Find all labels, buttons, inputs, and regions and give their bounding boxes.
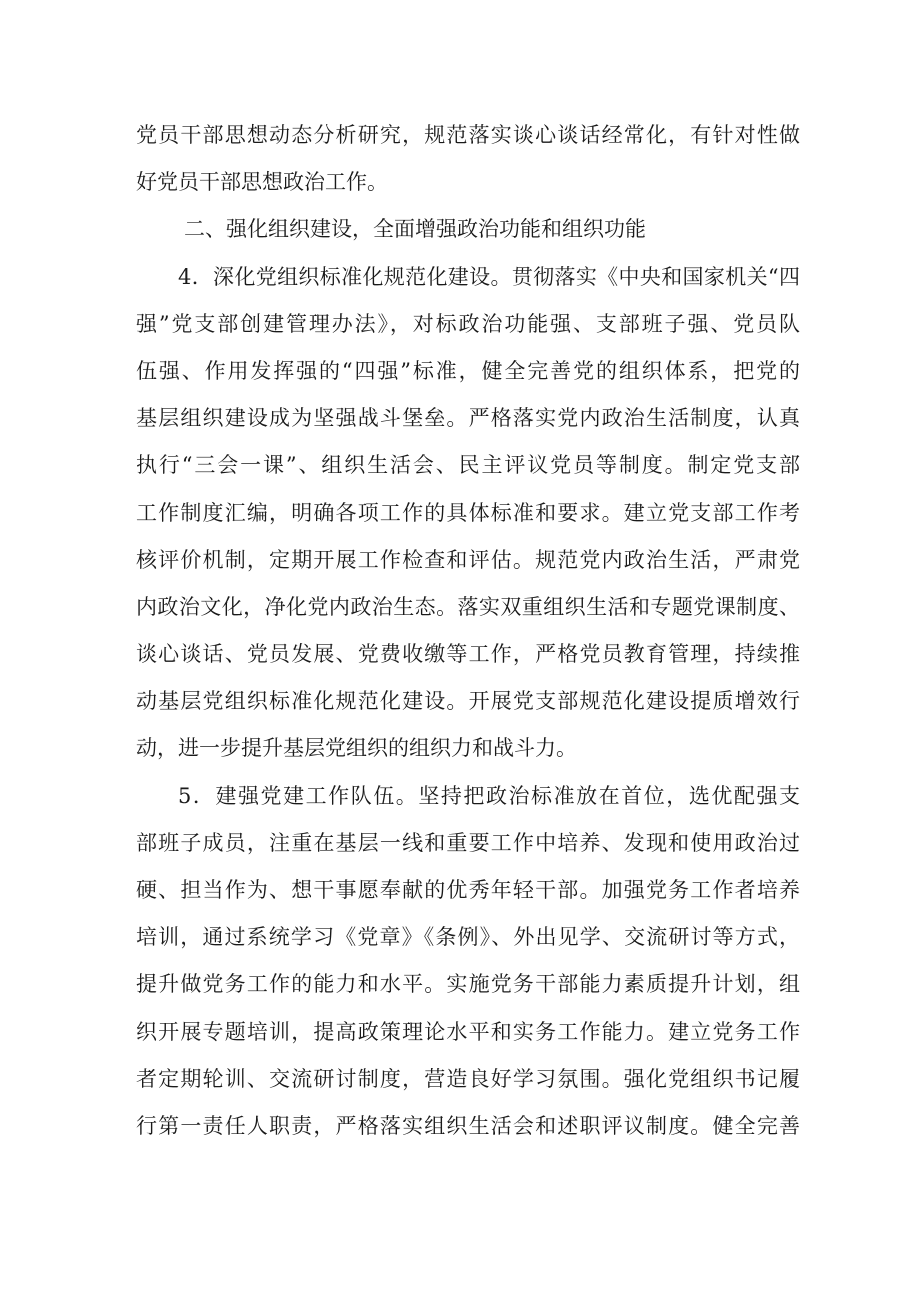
text-line: 谈心谈话、党员发展、党费收缴等工作，严格党员教育管理，持续推 [136,642,800,667]
text-line: 核评价机制，定期开展工作检查和评估。规范党内政治生活，严肃党 [136,547,800,572]
paragraph-first-line: 4．深化党组织标准化规范化建设。贯彻落实《中央和国家机关“四 [178,264,800,289]
text-line: 伍强、作用发挥强的“四强”标准，健全完善党的组织体系，把党的 [136,358,800,383]
text-line: 动，进一步提升基层党组织的组织力和战斗力。 [136,736,577,761]
text-line: 行第一责任人职责，严格落实组织生活会和述职评议制度。健全完善 [136,1113,800,1138]
text-line: 内政治文化，净化党内政治生态。落实双重组织生活和专题党课制度、 [136,594,800,619]
document-body [136,112,800,1150]
text-line: 执行“三会一课”、组织生活会、民主评议党员等制度。制定党支部 [136,453,800,478]
text-line: 好党员干部思想政治工作。 [136,170,388,195]
text-line: 硬、担当作为、想干事愿奉献的优秀年轻干部。加强党务工作者培养 [136,878,800,902]
paragraph-first-line: 5．建强党建工作队伍。坚持把政治标准放在首位，选优配强支 [178,783,800,808]
text-line: 部班子成员，注重在基层一线和重要工作中培养、发现和使用政治过 [136,830,800,855]
text-line: 基层组织建设成为坚强战斗堡垒。严格落实党内政治生活制度，认真 [136,406,800,431]
section-heading: 二、强化组织建设，全面增强政治功能和组织功能 [184,217,646,242]
text-line: 提升做党务工作的能力和水平。实施党务干部能力素质提升计划，组 [136,972,800,997]
text-line: 动基层党组织标准化规范化建设。开展党支部规范化建设提质增效行 [136,689,800,714]
text-line: 者定期轮训、交流研讨制度，营造良好学习氛围。强化党组织书记履 [136,1066,800,1091]
text-line: 织开展专题培训，提高政策理论水平和实务工作能力。建立党务工作 [136,1019,800,1044]
text-line: 党员干部思想动态分析研究，规范落实谈心谈话经常化，有针对性做 [136,123,800,147]
text-line: 工作制度汇编，明确各项工作的具体标准和要求。建立党支部工作考 [136,500,800,525]
text-line: 培训，通过系统学习《党章》《条例》、外出见学、交流研讨等方式， [136,925,800,950]
text-line: 强”党支部创建管理办法》，对标政治功能强、支部班子强、党员队 [136,311,800,336]
